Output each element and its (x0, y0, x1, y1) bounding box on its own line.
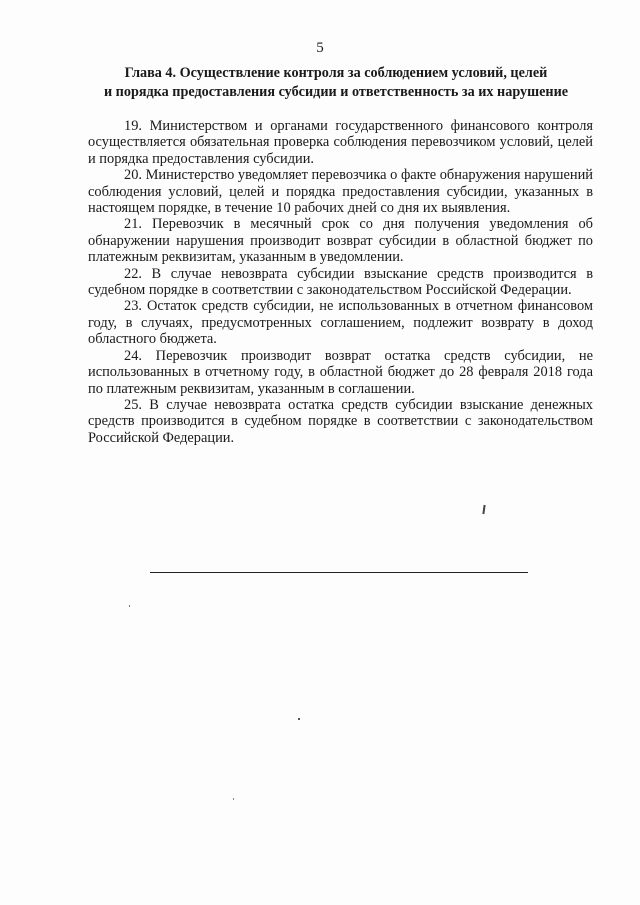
paragraph-19: 19. Министерством и органами государственного финансового контроля осуществляется обязательная проверка соблюдения перевозчиком условий, целей и порядка предоставления субсидии. (88, 118, 593, 167)
paragraph-25: 25. В случае невозврата остатка средств субсидии взыскание денежных средств производится в судебном порядке в соответствии с законодательством Российской Федерации. (88, 396, 593, 446)
scan-speck (233, 798, 234, 800)
chapter-title-line-1: Глава 4. Осуществление контроля за соблюдением условий, целей (124, 65, 548, 81)
scan-speck (298, 718, 300, 720)
paragraph-20: 20. Министерство уведомляет перевозчика о факте обнаружения нарушений соблюдения условий, целей и порядка предоставления субсидии, указанных в настоящем порядке, в течение 10 рабочих дней со дня их выявления. (88, 167, 593, 217)
pen-mark (482, 505, 485, 514)
paragraph-22: 22. В случае невозврата субсидии взыскание средств производится в судебном порядке в соответствии с законодательством Российской Федерации. (88, 265, 593, 299)
paragraph-21: 21. Перевозчик в месячный срок со дня получения уведомления об обнаружении нарушения производит возврат субсидии в областной бюджет по платежным реквизитам, указанным в уведомлении. (88, 216, 593, 266)
document-body (88, 118, 593, 446)
page-number: 5 (316, 40, 324, 56)
chapter-title-line-2: и порядка предоставления субсидии и ответственность за их нарушение (103, 84, 569, 100)
paragraph-24: 24. Перевозчик производит возврат остатка средств субсидии, не использованных в отчетному году, в областной бюджет до 28 февраля 2018 года по платежным реквизитам, указанным в соглашении. (88, 347, 593, 397)
end-of-text-rule (150, 572, 528, 573)
paragraph-23: 23. Остаток средств субсидии, не использованных в отчетном финансовом году, в случаях, предусмотренных соглашением, подлежит возврату в доход областного бюджета. (88, 298, 593, 348)
chapter-title (86, 64, 586, 102)
scan-speck (129, 605, 130, 607)
